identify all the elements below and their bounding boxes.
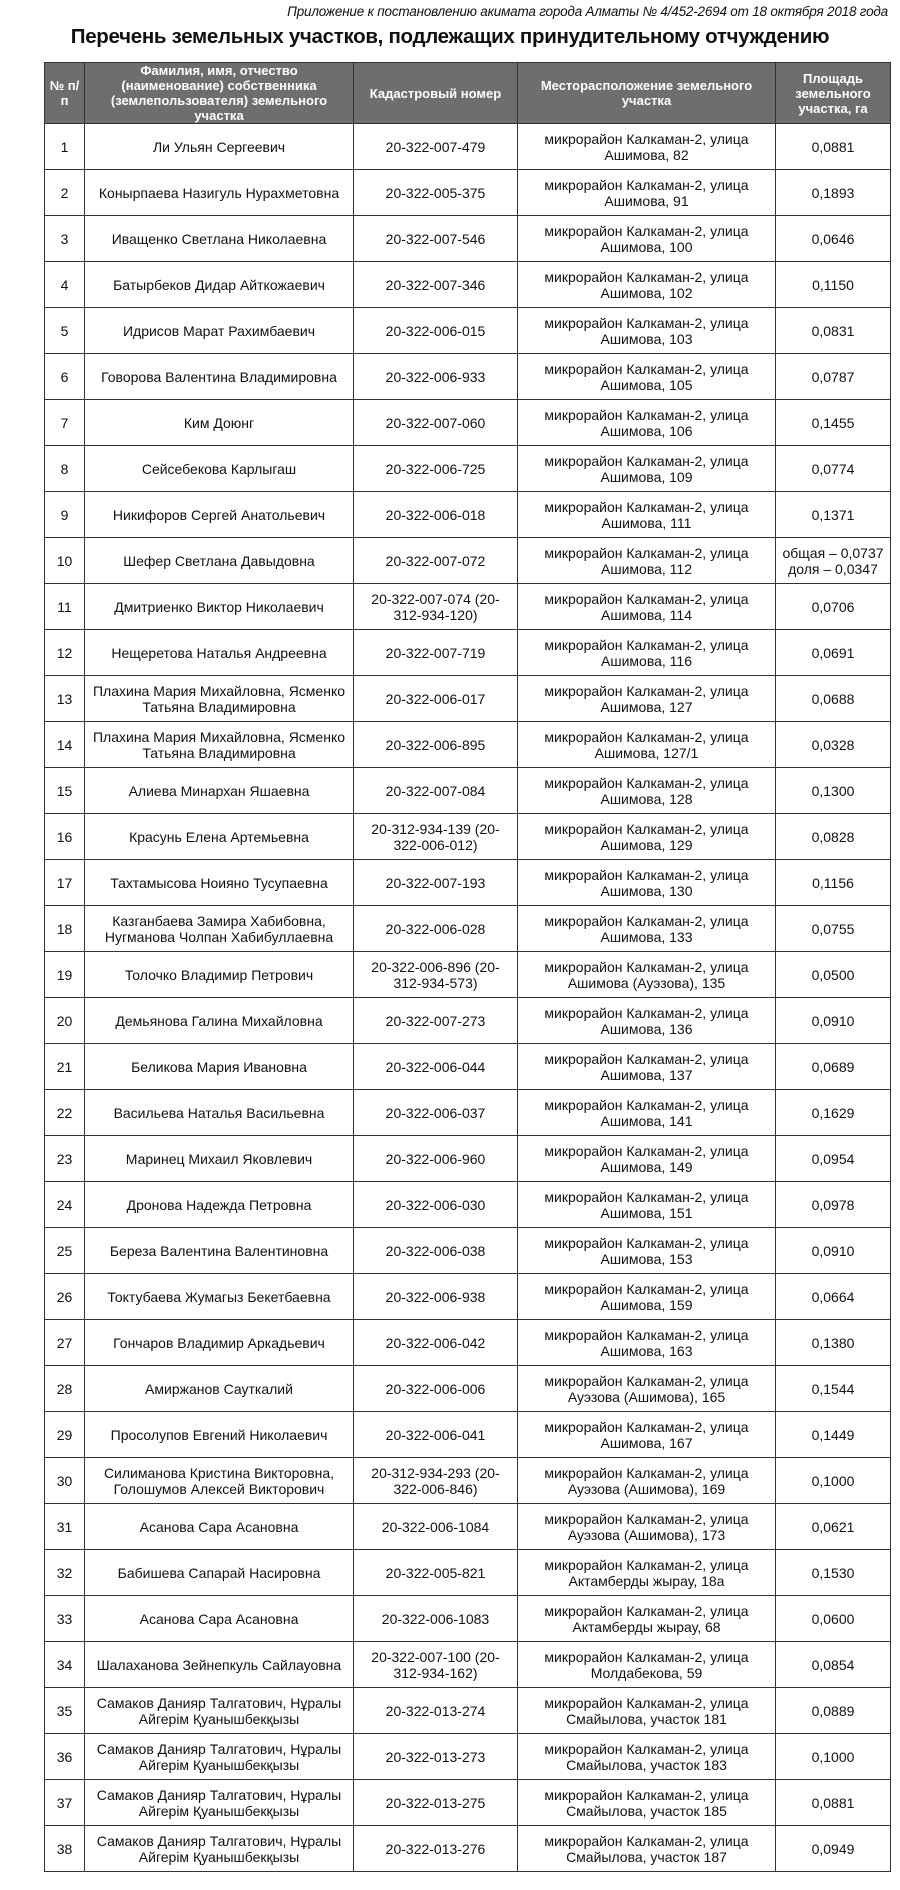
cell-location: микрорайон Калкаман-2, улица Ашимова, 137 [518, 1044, 776, 1090]
cell-owner: Ким Доюнг [85, 400, 354, 446]
table-row [45, 860, 891, 906]
cell-location: микрорайон Калкаман-2, улица Ашимова, 127 [518, 676, 776, 722]
cell-cadastral: 20-322-007-084 [354, 768, 518, 814]
cell-owner: Казганбаева Замира Хабибовна, Нугманова Чолпан Хабибуллаевна [85, 906, 354, 952]
cell-location: микрорайон Калкаман-2, улица Смайылова, участок 185 [518, 1780, 776, 1826]
cell-cadastral: 20-322-006-037 [354, 1090, 518, 1136]
cell-location: микрорайон Калкаман-2, улица Ауэзова (Ашимова), 169 [518, 1458, 776, 1504]
cell-area: 0,0787 [776, 354, 891, 400]
cell-owner: Дронова Надежда Петровна [85, 1182, 354, 1228]
cell-location: микрорайон Калкаман-2, улица Ауэзова (Ашимова), 173 [518, 1504, 776, 1550]
cell-number: 7 [45, 400, 85, 446]
cell-number: 34 [45, 1642, 85, 1688]
cell-owner: Бабишева Сапарай Насировна [85, 1550, 354, 1596]
cell-cadastral: 20-322-006-938 [354, 1274, 518, 1320]
cell-area: 0,0664 [776, 1274, 891, 1320]
cell-location: микрорайон Калкаман-2, улица Ашимова, 159 [518, 1274, 776, 1320]
cell-number: 33 [45, 1596, 85, 1642]
cell-area: 0,1000 [776, 1458, 891, 1504]
cell-area: 0,0910 [776, 1228, 891, 1274]
cell-area: 0,0889 [776, 1688, 891, 1734]
cell-area: 0,0949 [776, 1826, 891, 1872]
cell-area: 0,0691 [776, 630, 891, 676]
cell-location: микрорайон Калкаман-2, улица Ашимова, 103 [518, 308, 776, 354]
cell-area: 0,1893 [776, 170, 891, 216]
table-row [45, 1136, 891, 1182]
table-row [45, 354, 891, 400]
cell-number: 32 [45, 1550, 85, 1596]
cell-owner: Береза Валентина Валентиновна [85, 1228, 354, 1274]
cell-number: 10 [45, 538, 85, 584]
cell-cadastral: 20-322-006-1083 [354, 1596, 518, 1642]
table-row [45, 216, 891, 262]
cell-number: 13 [45, 676, 85, 722]
cell-cadastral: 20-322-013-274 [354, 1688, 518, 1734]
cell-location: микрорайон Калкаман-2, улица Ашимова (Ауэзова), 135 [518, 952, 776, 998]
cell-location: микрорайон Калкаман-2, улица Ашимова, 100 [518, 216, 776, 262]
cell-number: 19 [45, 952, 85, 998]
cell-cadastral: 20-322-007-072 [354, 538, 518, 584]
cell-area: 0,1000 [776, 1734, 891, 1780]
cell-cadastral: 20-322-006-895 [354, 722, 518, 768]
cell-area: 0,0688 [776, 676, 891, 722]
cell-area: 0,0774 [776, 446, 891, 492]
table-header-row [45, 63, 891, 124]
cell-area: 0,0881 [776, 124, 891, 170]
table-row [45, 446, 891, 492]
land-plots-table [44, 62, 891, 1872]
cell-number: 29 [45, 1412, 85, 1458]
cell-area: 0,0854 [776, 1642, 891, 1688]
cell-area: 0,1371 [776, 492, 891, 538]
cell-location: микрорайон Калкаман-2, улица Ашимова, 116 [518, 630, 776, 676]
cell-location: микрорайон Калкаман-2, улица Ашимова, 153 [518, 1228, 776, 1274]
table-row [45, 1090, 891, 1136]
cell-owner: Самаков Данияр Талгатович, Нұралы Айгерім Қуанышбекқызы [85, 1734, 354, 1780]
cell-area: 0,1544 [776, 1366, 891, 1412]
cell-owner: Нещеретова Наталья Андреевна [85, 630, 354, 676]
cell-owner: Плахина Мария Михайловна, Ясменко Татьяна Владимировна [85, 722, 354, 768]
cell-owner: Конырпаева Назигуль Нурахметовна [85, 170, 354, 216]
cell-owner: Идрисов Марат Рахимбаевич [85, 308, 354, 354]
cell-area: 0,1156 [776, 860, 891, 906]
cell-area: 0,0831 [776, 308, 891, 354]
cell-number: 27 [45, 1320, 85, 1366]
table-row [45, 676, 891, 722]
cell-owner: Тахтамысова Ноияно Тусупаевна [85, 860, 354, 906]
cell-location: микрорайон Калкаман-2, улица Ашимова, 128 [518, 768, 776, 814]
cell-number: 26 [45, 1274, 85, 1320]
cell-number: 16 [45, 814, 85, 860]
cell-location: микрорайон Калкаман-2, улица Ашимова, 141 [518, 1090, 776, 1136]
cell-owner: Плахина Мария Михайловна, Ясменко Татьяна Владимировна [85, 676, 354, 722]
cell-number: 21 [45, 1044, 85, 1090]
cell-area: 0,0328 [776, 722, 891, 768]
cell-cadastral: 20-322-007-060 [354, 400, 518, 446]
cell-location: микрорайон Калкаман-2, улица Ашимова, 111 [518, 492, 776, 538]
cell-location: микрорайон Калкаман-2, улица Ашимова, 91 [518, 170, 776, 216]
cell-location: микрорайон Калкаман-2, улица Ашимова, 102 [518, 262, 776, 308]
table-row [45, 1412, 891, 1458]
table-row [45, 998, 891, 1044]
cell-number: 23 [45, 1136, 85, 1182]
cell-location: микрорайон Калкаман-2, улица Ашимова, 82 [518, 124, 776, 170]
cell-cadastral: 20-322-006-725 [354, 446, 518, 492]
cell-area: 0,0706 [776, 584, 891, 630]
cell-number: 11 [45, 584, 85, 630]
cell-cadastral: 20-322-006-042 [354, 1320, 518, 1366]
appendix-note: Приложение к постановлению акимата города Алматы № 4/452-2694 от 18 октября 2018 года [287, 4, 888, 19]
cell-area: 0,0500 [776, 952, 891, 998]
cell-number: 30 [45, 1458, 85, 1504]
cell-cadastral: 20-322-007-546 [354, 216, 518, 262]
cell-location: микрорайон Калкаман-2, улица Ашимова, 130 [518, 860, 776, 906]
cell-owner: Говорова Валентина Владимировна [85, 354, 354, 400]
cell-number: 12 [45, 630, 85, 676]
cell-cadastral: 20-322-013-275 [354, 1780, 518, 1826]
table-row [45, 1182, 891, 1228]
cell-owner: Беликова Мария Ивановна [85, 1044, 354, 1090]
table-row [45, 1274, 891, 1320]
cell-location: микрорайон Калкаман-2, улица Ашимова, 112 [518, 538, 776, 584]
cell-number: 14 [45, 722, 85, 768]
cell-number: 28 [45, 1366, 85, 1412]
cell-owner: Шалаханова Зейнепкуль Сайлауовна [85, 1642, 354, 1688]
cell-cadastral: 20-322-007-100 (20-312-934-162) [354, 1642, 518, 1688]
cell-number: 1 [45, 124, 85, 170]
cell-owner: Батырбеков Дидар Айткожаевич [85, 262, 354, 308]
cell-owner: Васильева Наталья Васильевна [85, 1090, 354, 1136]
table-row [45, 170, 891, 216]
cell-area: 0,1455 [776, 400, 891, 446]
cell-area: 0,0954 [776, 1136, 891, 1182]
cell-location: микрорайон Калкаман-2, улица Ашимова, 127/1 [518, 722, 776, 768]
cell-area: 0,0646 [776, 216, 891, 262]
cell-area: 0,0978 [776, 1182, 891, 1228]
cell-location: микрорайон Калкаман-2, улица Ашимова, 114 [518, 584, 776, 630]
cell-number: 6 [45, 354, 85, 400]
cell-owner: Асанова Сара Асановна [85, 1596, 354, 1642]
cell-location: микрорайон Калкаман-2, улица Ашимова, 129 [518, 814, 776, 860]
table-row [45, 722, 891, 768]
cell-owner: Демьянова Галина Михайловна [85, 998, 354, 1044]
cell-cadastral: 20-322-006-017 [354, 676, 518, 722]
table-row [45, 1550, 891, 1596]
cell-owner: Алиева Минархан Яшаевна [85, 768, 354, 814]
cell-cadastral: 20-322-005-821 [354, 1550, 518, 1596]
cell-location: микрорайон Калкаман-2, улица Смайылова, участок 181 [518, 1688, 776, 1734]
table-row [45, 1596, 891, 1642]
cell-owner: Самаков Данияр Талгатович, Нұралы Айгерім Қуанышбекқызы [85, 1688, 354, 1734]
table-row [45, 952, 891, 998]
column-header-number: № п/п [45, 63, 85, 124]
table-row [45, 262, 891, 308]
table-row [45, 1642, 891, 1688]
cell-location: микрорайон Калкаман-2, улица Ашимова, 105 [518, 354, 776, 400]
cell-number: 24 [45, 1182, 85, 1228]
column-header-owner: Фамилия, имя, отчество (наименование) собственника (землепользователя) земельного участка [85, 63, 354, 124]
cell-number: 15 [45, 768, 85, 814]
cell-cadastral: 20-322-007-479 [354, 124, 518, 170]
cell-number: 31 [45, 1504, 85, 1550]
cell-owner: Ли Ульян Сергеевич [85, 124, 354, 170]
cell-cadastral: 20-322-006-038 [354, 1228, 518, 1274]
cell-owner: Самаков Данияр Талгатович, Нұралы Айгерім Қуанышбекқызы [85, 1780, 354, 1826]
cell-number: 4 [45, 262, 85, 308]
cell-cadastral: 20-322-006-896 (20-312-934-573) [354, 952, 518, 998]
table-row [45, 814, 891, 860]
cell-owner: Гончаров Владимир Аркадьевич [85, 1320, 354, 1366]
cell-area: 0,1530 [776, 1550, 891, 1596]
cell-cadastral: 20-322-006-030 [354, 1182, 518, 1228]
cell-cadastral: 20-322-013-276 [354, 1826, 518, 1872]
table-row [45, 768, 891, 814]
cell-cadastral: 20-322-006-1084 [354, 1504, 518, 1550]
column-header-location: Месторасположение земельного участка [518, 63, 776, 124]
table-row [45, 308, 891, 354]
cell-location: микрорайон Калкаман-2, улица Ашимова, 163 [518, 1320, 776, 1366]
table-row [45, 1366, 891, 1412]
cell-owner: Маринец Михаил Яковлевич [85, 1136, 354, 1182]
cell-cadastral: 20-322-005-375 [354, 170, 518, 216]
column-header-area: Площадь земельного участка, га [776, 63, 891, 124]
cell-location: микрорайон Калкаман-2, улица Ашимова, 149 [518, 1136, 776, 1182]
table-row [45, 1826, 891, 1872]
cell-area: 0,1629 [776, 1090, 891, 1136]
cell-area: 0,0689 [776, 1044, 891, 1090]
cell-number: 8 [45, 446, 85, 492]
cell-owner: Иващенко Светлана Николаевна [85, 216, 354, 262]
table-body [45, 124, 891, 1872]
cell-area: 0,0621 [776, 1504, 891, 1550]
cell-cadastral: 20-322-006-044 [354, 1044, 518, 1090]
cell-area: 0,0755 [776, 906, 891, 952]
cell-area: 0,0600 [776, 1596, 891, 1642]
cell-cadastral: 20-322-013-273 [354, 1734, 518, 1780]
cell-owner: Токтубаева Жумагыз Бекетбаевна [85, 1274, 354, 1320]
cell-location: микрорайон Калкаман-2, улица Ашимова, 151 [518, 1182, 776, 1228]
table-row [45, 1228, 891, 1274]
cell-number: 20 [45, 998, 85, 1044]
cell-location: микрорайон Калкаман-2, улица Смайылова, участок 183 [518, 1734, 776, 1780]
cell-area: 0,1380 [776, 1320, 891, 1366]
cell-cadastral: 20-322-006-006 [354, 1366, 518, 1412]
cell-area: общая – 0,0737 доля – 0,0347 [776, 538, 891, 584]
cell-cadastral: 20-312-934-139 (20-322-006-012) [354, 814, 518, 860]
table-row [45, 124, 891, 170]
cell-location: микрорайон Калкаман-2, улица Ауэзова (Ашимова), 165 [518, 1366, 776, 1412]
cell-cadastral: 20-322-006-018 [354, 492, 518, 538]
cell-owner: Толочко Владимир Петрович [85, 952, 354, 998]
cell-location: микрорайон Калкаман-2, улица Ашимова, 106 [518, 400, 776, 446]
cell-number: 37 [45, 1780, 85, 1826]
cell-number: 9 [45, 492, 85, 538]
table-row [45, 584, 891, 630]
cell-cadastral: 20-322-006-960 [354, 1136, 518, 1182]
cell-number: 2 [45, 170, 85, 216]
cell-location: микрорайон Калкаман-2, улица Молдабекова, 59 [518, 1642, 776, 1688]
cell-location: микрорайон Калкаман-2, улица Ашимова, 133 [518, 906, 776, 952]
cell-number: 35 [45, 1688, 85, 1734]
cell-cadastral: 20-322-006-028 [354, 906, 518, 952]
table-row [45, 1044, 891, 1090]
cell-location: микрорайон Калкаман-2, улица Ашимова, 109 [518, 446, 776, 492]
cell-number: 3 [45, 216, 85, 262]
cell-number: 5 [45, 308, 85, 354]
cell-owner: Красунь Елена Артемьевна [85, 814, 354, 860]
cell-number: 22 [45, 1090, 85, 1136]
cell-cadastral: 20-322-007-719 [354, 630, 518, 676]
column-header-cadastral: Кадастровый номер [354, 63, 518, 124]
cell-area: 0,1300 [776, 768, 891, 814]
table-row [45, 538, 891, 584]
table-row [45, 1320, 891, 1366]
cell-owner: Силиманова Кристина Викторовна, Голошумов Алексей Викторович [85, 1458, 354, 1504]
cell-owner: Просолупов Евгений Николаевич [85, 1412, 354, 1458]
cell-area: 0,1150 [776, 262, 891, 308]
cell-location: микрорайон Калкаман-2, улица Смайылова, участок 187 [518, 1826, 776, 1872]
document-title: Перечень земельных участков, подлежащих принудительному отчуждению [70, 25, 830, 48]
table-row [45, 1688, 891, 1734]
table-row [45, 1458, 891, 1504]
cell-number: 38 [45, 1826, 85, 1872]
cell-cadastral: 20-322-007-074 (20-312-934-120) [354, 584, 518, 630]
cell-area: 0,0828 [776, 814, 891, 860]
cell-owner: Самаков Данияр Талгатович, Нұралы Айгерім Қуанышбекқызы [85, 1826, 354, 1872]
cell-owner: Никифоров Сергей Анатольевич [85, 492, 354, 538]
cell-location: микрорайон Калкаман-2, улица Ашимова, 167 [518, 1412, 776, 1458]
table-row [45, 1504, 891, 1550]
table-row [45, 400, 891, 446]
cell-number: 17 [45, 860, 85, 906]
cell-cadastral: 20-312-934-293 (20-322-006-846) [354, 1458, 518, 1504]
cell-owner: Дмитриенко Виктор Николаевич [85, 584, 354, 630]
table-row [45, 630, 891, 676]
cell-cadastral: 20-322-006-041 [354, 1412, 518, 1458]
cell-owner: Амиржанов Сауткалий [85, 1366, 354, 1412]
cell-cadastral: 20-322-006-933 [354, 354, 518, 400]
cell-location: микрорайон Калкаман-2, улица Актамберды жырау, 68 [518, 1596, 776, 1642]
cell-location: микрорайон Калкаман-2, улица Актамберды жырау, 18а [518, 1550, 776, 1596]
table-row [45, 492, 891, 538]
table-row [45, 1734, 891, 1780]
cell-number: 36 [45, 1734, 85, 1780]
table-row [45, 1780, 891, 1826]
cell-owner: Сейсебекова Карлыгаш [85, 446, 354, 492]
cell-cadastral: 20-322-006-015 [354, 308, 518, 354]
cell-cadastral: 20-322-007-273 [354, 998, 518, 1044]
cell-number: 25 [45, 1228, 85, 1274]
cell-area: 0,0881 [776, 1780, 891, 1826]
cell-owner: Асанова Сара Асановна [85, 1504, 354, 1550]
cell-owner: Шефер Светлана Давыдовна [85, 538, 354, 584]
cell-location: микрорайон Калкаман-2, улица Ашимова, 136 [518, 998, 776, 1044]
table-row [45, 906, 891, 952]
cell-number: 18 [45, 906, 85, 952]
cell-area: 0,0910 [776, 998, 891, 1044]
cell-cadastral: 20-322-007-346 [354, 262, 518, 308]
cell-area: 0,1449 [776, 1412, 891, 1458]
cell-cadastral: 20-322-007-193 [354, 860, 518, 906]
